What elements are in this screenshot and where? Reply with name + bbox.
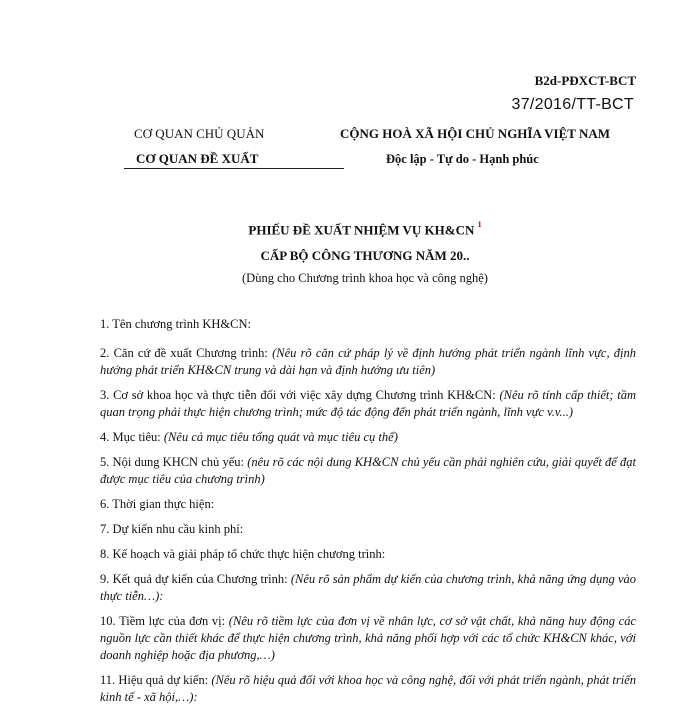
document-title-text: PHIẾU ĐỀ XUẤT NHIỆM VỤ KH&CN (248, 222, 475, 238)
form-item-8: 8. Kế hoạch và giải pháp tổ chức thực hiện chương trình: (100, 547, 386, 561)
national-title: CỘNG HOÀ XÃ HỘI CHỦ NGHĨA VIỆT NAM (340, 126, 611, 141)
circular-number: 37/2016/TT-BCT (511, 96, 634, 113)
form-item-9: 9. Kết quả dự kiến của Chương trình: (Nêu rõ sản phẩm dự kiến của chương trình, khả năng ứng dụng vào thực tiễn…): (100, 572, 637, 603)
footnote-mark: 1 (477, 220, 482, 229)
proposing-agency-label: CƠ QUAN ĐỀ XUẤT (136, 151, 259, 166)
form-item-11: 11. Hiệu quả dự kiến: (Nêu rõ hiệu quả đối với khoa học và công nghệ, đối với phát triển ngành, phát triển kinh tế - xã hội,…): (100, 673, 637, 704)
form-items (100, 316, 636, 706)
form-item-4: 4. Mục tiêu: (Nêu cả mục tiêu tổng quát và mục tiêu cụ thể) (100, 430, 398, 444)
form-code: B2d-PĐXCT-BCT (534, 73, 636, 88)
form-item-10: 10. Tiềm lực của đơn vị: (Nêu rõ tiềm lực của đơn vị về nhân lực, cơ sở vật chất, khả năng huy động các nguồn lực cần thiết khác để thực hiện chương trình, khả năng phối hợp với các tổ chức KH&CN khác, với doanh nghiệp hoặc địa phương,…) (100, 614, 636, 662)
agency-underline (124, 168, 344, 169)
national-motto: Độc lập - Tự do - Hạnh phúc (386, 152, 539, 166)
form-item-7: 7. Dự kiến nhu cầu kinh phí: (100, 522, 244, 536)
form-item-5: 5. Nội dung KHCN chủ yếu: (nêu rõ các nội dung KH&CN chủ yếu cần phải nghiên cứu, giải quyết để đạt được mục tiêu của chương trình) (100, 455, 636, 486)
document-subtitle: CẤP BỘ CÔNG THƯƠNG NĂM 20.. (260, 248, 470, 263)
form-item-1: 1. Tên chương trình KH&CN: (100, 317, 251, 331)
form-item-6: 6. Thời gian thực hiện: (100, 497, 215, 511)
document-usage-note: (Dùng cho Chương trình khoa học và công nghệ) (242, 271, 488, 285)
managing-agency-label: CƠ QUAN CHỦ QUẢN (134, 126, 265, 141)
document-title (0, 222, 700, 238)
form-item-3: 3. Cơ sở khoa học và thực tiễn đối với việc xây dựng Chương trình KH&CN: (Nêu rõ tính cấp thiết; tầm quan trọng phải thực hiện chương trình; mức độ tác động đến phát triển ngành, lĩnh vực v.v...) (100, 388, 637, 419)
form-item-2: 2. Căn cứ đề xuất Chương trình: (Nêu rõ căn cứ pháp lý về định hướng phát triển ngành lĩnh vực, định hướng phát triển KH&CN trung và dài hạn và định hướng ưu tiên) (100, 346, 636, 377)
